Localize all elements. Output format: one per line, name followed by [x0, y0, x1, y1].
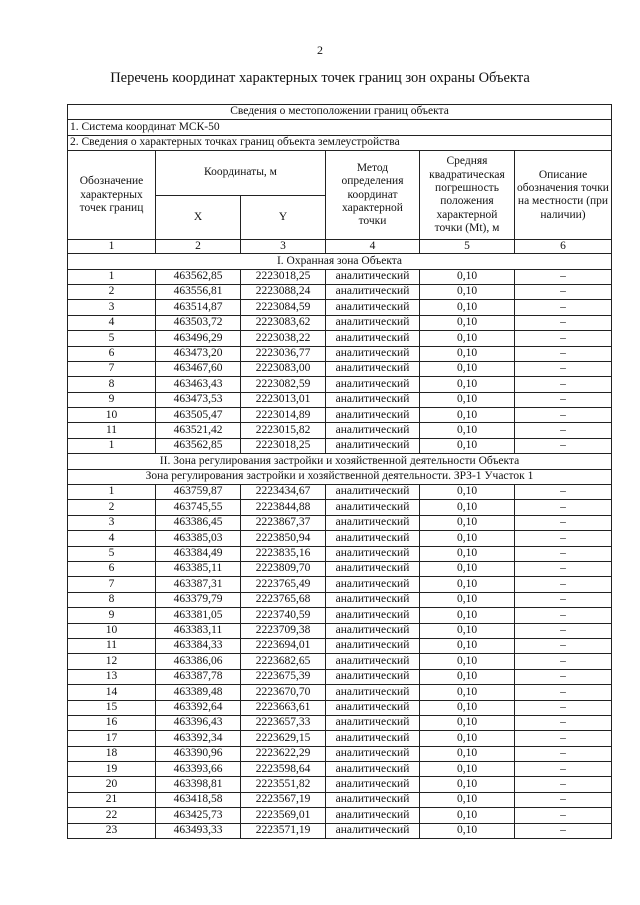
x-coordinate: 463562,85	[156, 438, 241, 453]
description: –	[515, 392, 612, 407]
error-value: 0,10	[420, 731, 515, 746]
description: –	[515, 715, 612, 730]
y-coordinate: 2223082,59	[241, 377, 326, 392]
error-value: 0,10	[420, 408, 515, 423]
point-id: 9	[68, 608, 156, 623]
point-id: 4	[68, 531, 156, 546]
error-value: 0,10	[420, 300, 515, 315]
error-value: 0,10	[420, 331, 515, 346]
y-coordinate: 2223622,29	[241, 746, 326, 761]
error-value: 0,10	[420, 531, 515, 546]
method: аналитический	[326, 438, 420, 453]
column-number: 2	[156, 240, 241, 254]
point-id: 2	[68, 284, 156, 299]
table-row	[68, 392, 612, 407]
y-coordinate: 2223013,01	[241, 392, 326, 407]
table-row	[68, 269, 612, 284]
zone2-subtitle-row	[68, 469, 612, 484]
error-value: 0,10	[420, 638, 515, 653]
description: –	[515, 377, 612, 392]
method: аналитический	[326, 685, 420, 700]
method: аналитический	[326, 315, 420, 330]
point-id: 5	[68, 331, 156, 346]
point-id: 12	[68, 654, 156, 669]
point-id: 11	[68, 423, 156, 438]
method: аналитический	[326, 623, 420, 638]
x-coordinate: 463503,72	[156, 315, 241, 330]
x-coordinate: 463493,33	[156, 823, 241, 838]
method: аналитический	[326, 423, 420, 438]
point-id: 6	[68, 346, 156, 361]
table-row	[68, 700, 612, 715]
description: –	[515, 731, 612, 746]
error-value: 0,10	[420, 762, 515, 777]
method: аналитический	[326, 361, 420, 376]
table-row	[68, 531, 612, 546]
description: –	[515, 608, 612, 623]
y-coordinate: 2223675,39	[241, 669, 326, 684]
table-row	[68, 438, 612, 453]
error-value: 0,10	[420, 700, 515, 715]
point-id: 10	[68, 623, 156, 638]
table-row	[68, 762, 612, 777]
table-row	[68, 284, 612, 299]
x-coordinate: 463383,11	[156, 623, 241, 638]
x-coordinate: 463384,33	[156, 638, 241, 653]
x-coordinate: 463386,45	[156, 515, 241, 530]
description: –	[515, 746, 612, 761]
table-row	[68, 792, 612, 807]
method: аналитический	[326, 792, 420, 807]
zone2-title: II. Зона регулирования застройки и хозяйственной деятельности Объекта	[68, 454, 612, 469]
x-coordinate: 463381,05	[156, 608, 241, 623]
x-coordinate: 463379,79	[156, 592, 241, 607]
table-row	[68, 361, 612, 376]
y-coordinate: 2223598,64	[241, 762, 326, 777]
description: –	[515, 792, 612, 807]
point-id: 2	[68, 500, 156, 515]
y-coordinate: 2223740,59	[241, 608, 326, 623]
table-row	[68, 346, 612, 361]
table-row	[68, 515, 612, 530]
y-coordinate: 2223018,25	[241, 269, 326, 284]
error-value: 0,10	[420, 269, 515, 284]
x-coordinate: 463505,47	[156, 408, 241, 423]
description: –	[515, 531, 612, 546]
error-value: 0,10	[420, 715, 515, 730]
table-row	[68, 777, 612, 792]
method: аналитический	[326, 731, 420, 746]
table-row	[68, 654, 612, 669]
y-coordinate: 2223765,49	[241, 577, 326, 592]
point-id: 20	[68, 777, 156, 792]
error-value: 0,10	[420, 561, 515, 576]
y-coordinate: 2223083,00	[241, 361, 326, 376]
method: аналитический	[326, 392, 420, 407]
description: –	[515, 438, 612, 453]
header-point-designation: Обозначение характерных точек границ	[68, 151, 156, 240]
table-row	[68, 300, 612, 315]
x-coordinate: 463385,03	[156, 531, 241, 546]
y-coordinate: 2223018,25	[241, 438, 326, 453]
error-value: 0,10	[420, 500, 515, 515]
table-row	[68, 592, 612, 607]
table-row	[68, 746, 612, 761]
x-coordinate: 463392,64	[156, 700, 241, 715]
error-value: 0,10	[420, 438, 515, 453]
point-id: 10	[68, 408, 156, 423]
description: –	[515, 700, 612, 715]
y-coordinate: 2223765,68	[241, 592, 326, 607]
point-id: 3	[68, 300, 156, 315]
point-id: 4	[68, 315, 156, 330]
document-title: Перечень координат характерных точек границ зон охраны Объекта	[110, 70, 530, 86]
description: –	[515, 408, 612, 423]
description: –	[515, 577, 612, 592]
section-header-row	[68, 105, 612, 120]
error-value: 0,10	[420, 808, 515, 823]
header-method: Метод определения координат характерной точки	[326, 151, 420, 240]
description: –	[515, 423, 612, 438]
description: –	[515, 654, 612, 669]
x-coordinate: 463759,87	[156, 485, 241, 500]
error-value: 0,10	[420, 546, 515, 561]
x-coordinate: 463387,31	[156, 577, 241, 592]
point-id: 17	[68, 731, 156, 746]
table-row	[68, 623, 612, 638]
method: аналитический	[326, 300, 420, 315]
description: –	[515, 762, 612, 777]
point-id: 22	[68, 808, 156, 823]
header-error: Средняя квадратическая погрешность положения характерной точки (Mt), м	[420, 151, 515, 240]
y-coordinate: 2223014,89	[241, 408, 326, 423]
x-coordinate: 463473,53	[156, 392, 241, 407]
error-value: 0,10	[420, 777, 515, 792]
point-id: 1	[68, 485, 156, 500]
y-coordinate: 2223569,01	[241, 808, 326, 823]
y-coordinate: 2223567,19	[241, 792, 326, 807]
coordinate-system-row	[68, 120, 612, 135]
header-coordinates: Координаты, м	[156, 151, 326, 196]
description: –	[515, 361, 612, 376]
error-value: 0,10	[420, 685, 515, 700]
point-id: 15	[68, 700, 156, 715]
header-y: Y	[241, 196, 326, 240]
method: аналитический	[326, 531, 420, 546]
error-value: 0,10	[420, 669, 515, 684]
method: аналитический	[326, 269, 420, 284]
y-coordinate: 2223835,16	[241, 546, 326, 561]
point-id: 5	[68, 546, 156, 561]
zone2-title-row	[68, 454, 612, 469]
y-coordinate: 2223663,61	[241, 700, 326, 715]
y-coordinate: 2223709,38	[241, 623, 326, 638]
point-id: 7	[68, 361, 156, 376]
coordinates-table	[67, 104, 612, 839]
error-value: 0,10	[420, 623, 515, 638]
x-coordinate: 463389,48	[156, 685, 241, 700]
point-id: 18	[68, 746, 156, 761]
x-coordinate: 463384,49	[156, 546, 241, 561]
x-coordinate: 463387,78	[156, 669, 241, 684]
y-coordinate: 2223809,70	[241, 561, 326, 576]
description: –	[515, 331, 612, 346]
method: аналитический	[326, 377, 420, 392]
y-coordinate: 2223629,15	[241, 731, 326, 746]
point-id: 8	[68, 377, 156, 392]
y-coordinate: 2223844,88	[241, 500, 326, 515]
x-coordinate: 463562,85	[156, 269, 241, 284]
column-number: 6	[515, 240, 612, 254]
x-coordinate: 463514,87	[156, 300, 241, 315]
table-row	[68, 408, 612, 423]
error-value: 0,10	[420, 592, 515, 607]
point-id: 9	[68, 392, 156, 407]
description: –	[515, 777, 612, 792]
y-coordinate: 2223657,33	[241, 715, 326, 730]
x-coordinate: 463463,43	[156, 377, 241, 392]
error-value: 0,10	[420, 577, 515, 592]
error-value: 0,10	[420, 361, 515, 376]
method: аналитический	[326, 346, 420, 361]
error-value: 0,10	[420, 608, 515, 623]
point-id: 11	[68, 638, 156, 653]
column-number: 3	[241, 240, 326, 254]
table-row	[68, 808, 612, 823]
y-coordinate: 2223015,82	[241, 423, 326, 438]
table-row	[68, 685, 612, 700]
point-id: 6	[68, 561, 156, 576]
y-coordinate: 2223571,19	[241, 823, 326, 838]
y-coordinate: 2223867,37	[241, 515, 326, 530]
table-row	[68, 608, 612, 623]
table-row	[68, 546, 612, 561]
column-number: 5	[420, 240, 515, 254]
table-row	[68, 485, 612, 500]
point-id: 1	[68, 438, 156, 453]
method: аналитический	[326, 654, 420, 669]
error-value: 0,10	[420, 377, 515, 392]
y-coordinate: 2223670,70	[241, 685, 326, 700]
point-id: 8	[68, 592, 156, 607]
y-coordinate: 2223850,94	[241, 531, 326, 546]
error-value: 0,10	[420, 392, 515, 407]
description: –	[515, 669, 612, 684]
x-coordinate: 463521,42	[156, 423, 241, 438]
method: аналитический	[326, 777, 420, 792]
header-x: X	[156, 196, 241, 240]
error-value: 0,10	[420, 315, 515, 330]
method: аналитический	[326, 485, 420, 500]
description: –	[515, 315, 612, 330]
error-value: 0,10	[420, 284, 515, 299]
table-row	[68, 823, 612, 838]
zone2-subtitle: Зона регулирования застройки и хозяйственной деятельности. ЗРЗ-1 Участок 1	[68, 469, 612, 484]
coordinate-system: 1. Система координат МСК-50	[68, 120, 612, 135]
description: –	[515, 623, 612, 638]
description: –	[515, 808, 612, 823]
method: аналитический	[326, 608, 420, 623]
page-number: 2	[317, 43, 323, 57]
point-id: 19	[68, 762, 156, 777]
point-id: 16	[68, 715, 156, 730]
point-id: 3	[68, 515, 156, 530]
point-id: 13	[68, 669, 156, 684]
description: –	[515, 269, 612, 284]
description: –	[515, 485, 612, 500]
x-coordinate: 463425,73	[156, 808, 241, 823]
method: аналитический	[326, 638, 420, 653]
x-coordinate: 463745,55	[156, 500, 241, 515]
column-number: 1	[68, 240, 156, 254]
column-number: 4	[326, 240, 420, 254]
y-coordinate: 2223551,82	[241, 777, 326, 792]
x-coordinate: 463496,29	[156, 331, 241, 346]
table-row	[68, 669, 612, 684]
x-coordinate: 463396,43	[156, 715, 241, 730]
error-value: 0,10	[420, 823, 515, 838]
method: аналитический	[326, 762, 420, 777]
y-coordinate: 2223083,62	[241, 315, 326, 330]
table-row	[68, 638, 612, 653]
x-coordinate: 463418,58	[156, 792, 241, 807]
x-coordinate: 463467,60	[156, 361, 241, 376]
point-id: 14	[68, 685, 156, 700]
table-row	[68, 731, 612, 746]
x-coordinate: 463385,11	[156, 561, 241, 576]
description: –	[515, 561, 612, 576]
method: аналитический	[326, 669, 420, 684]
points-info-row	[68, 135, 612, 150]
x-coordinate: 463386,06	[156, 654, 241, 669]
y-coordinate: 2223084,59	[241, 300, 326, 315]
description: –	[515, 685, 612, 700]
description: –	[515, 823, 612, 838]
description: –	[515, 546, 612, 561]
y-coordinate: 2223682,65	[241, 654, 326, 669]
method: аналитический	[326, 715, 420, 730]
description: –	[515, 346, 612, 361]
x-coordinate: 463392,34	[156, 731, 241, 746]
zone1-title: I. Охранная зона Объекта	[68, 254, 612, 269]
section-header: Сведения о местоположении границ объекта	[68, 105, 612, 120]
y-coordinate: 2223088,24	[241, 284, 326, 299]
table-row	[68, 561, 612, 576]
method: аналитический	[326, 546, 420, 561]
table-row	[68, 331, 612, 346]
error-value: 0,10	[420, 515, 515, 530]
method: аналитический	[326, 577, 420, 592]
header-row-1	[68, 151, 612, 196]
point-id: 21	[68, 792, 156, 807]
table-row	[68, 577, 612, 592]
column-numbers-row	[68, 240, 612, 254]
method: аналитический	[326, 808, 420, 823]
description: –	[515, 284, 612, 299]
x-coordinate: 463390,96	[156, 746, 241, 761]
method: аналитический	[326, 592, 420, 607]
point-id: 7	[68, 577, 156, 592]
description: –	[515, 592, 612, 607]
method: аналитический	[326, 500, 420, 515]
point-id: 23	[68, 823, 156, 838]
method: аналитический	[326, 700, 420, 715]
method: аналитический	[326, 515, 420, 530]
method: аналитический	[326, 561, 420, 576]
method: аналитический	[326, 284, 420, 299]
y-coordinate: 2223038,22	[241, 331, 326, 346]
method: аналитический	[326, 408, 420, 423]
error-value: 0,10	[420, 423, 515, 438]
x-coordinate: 463556,81	[156, 284, 241, 299]
x-coordinate: 463393,66	[156, 762, 241, 777]
x-coordinate: 463473,20	[156, 346, 241, 361]
point-id: 1	[68, 269, 156, 284]
error-value: 0,10	[420, 654, 515, 669]
description: –	[515, 515, 612, 530]
method: аналитический	[326, 331, 420, 346]
header-description: Описание обозначения точки на местности (при наличии)	[515, 151, 612, 240]
table-row	[68, 715, 612, 730]
method: аналитический	[326, 746, 420, 761]
y-coordinate: 2223036,77	[241, 346, 326, 361]
description: –	[515, 300, 612, 315]
points-info: 2. Сведения о характерных точках границ объекта землеустройства	[68, 135, 612, 150]
description: –	[515, 638, 612, 653]
error-value: 0,10	[420, 485, 515, 500]
error-value: 0,10	[420, 792, 515, 807]
x-coordinate: 463398,81	[156, 777, 241, 792]
method: аналитический	[326, 823, 420, 838]
table-row	[68, 500, 612, 515]
table-row	[68, 423, 612, 438]
zone1-title-row	[68, 254, 612, 269]
table-row	[68, 315, 612, 330]
table-row	[68, 377, 612, 392]
y-coordinate: 2223434,67	[241, 485, 326, 500]
error-value: 0,10	[420, 746, 515, 761]
description: –	[515, 500, 612, 515]
y-coordinate: 2223694,01	[241, 638, 326, 653]
error-value: 0,10	[420, 346, 515, 361]
